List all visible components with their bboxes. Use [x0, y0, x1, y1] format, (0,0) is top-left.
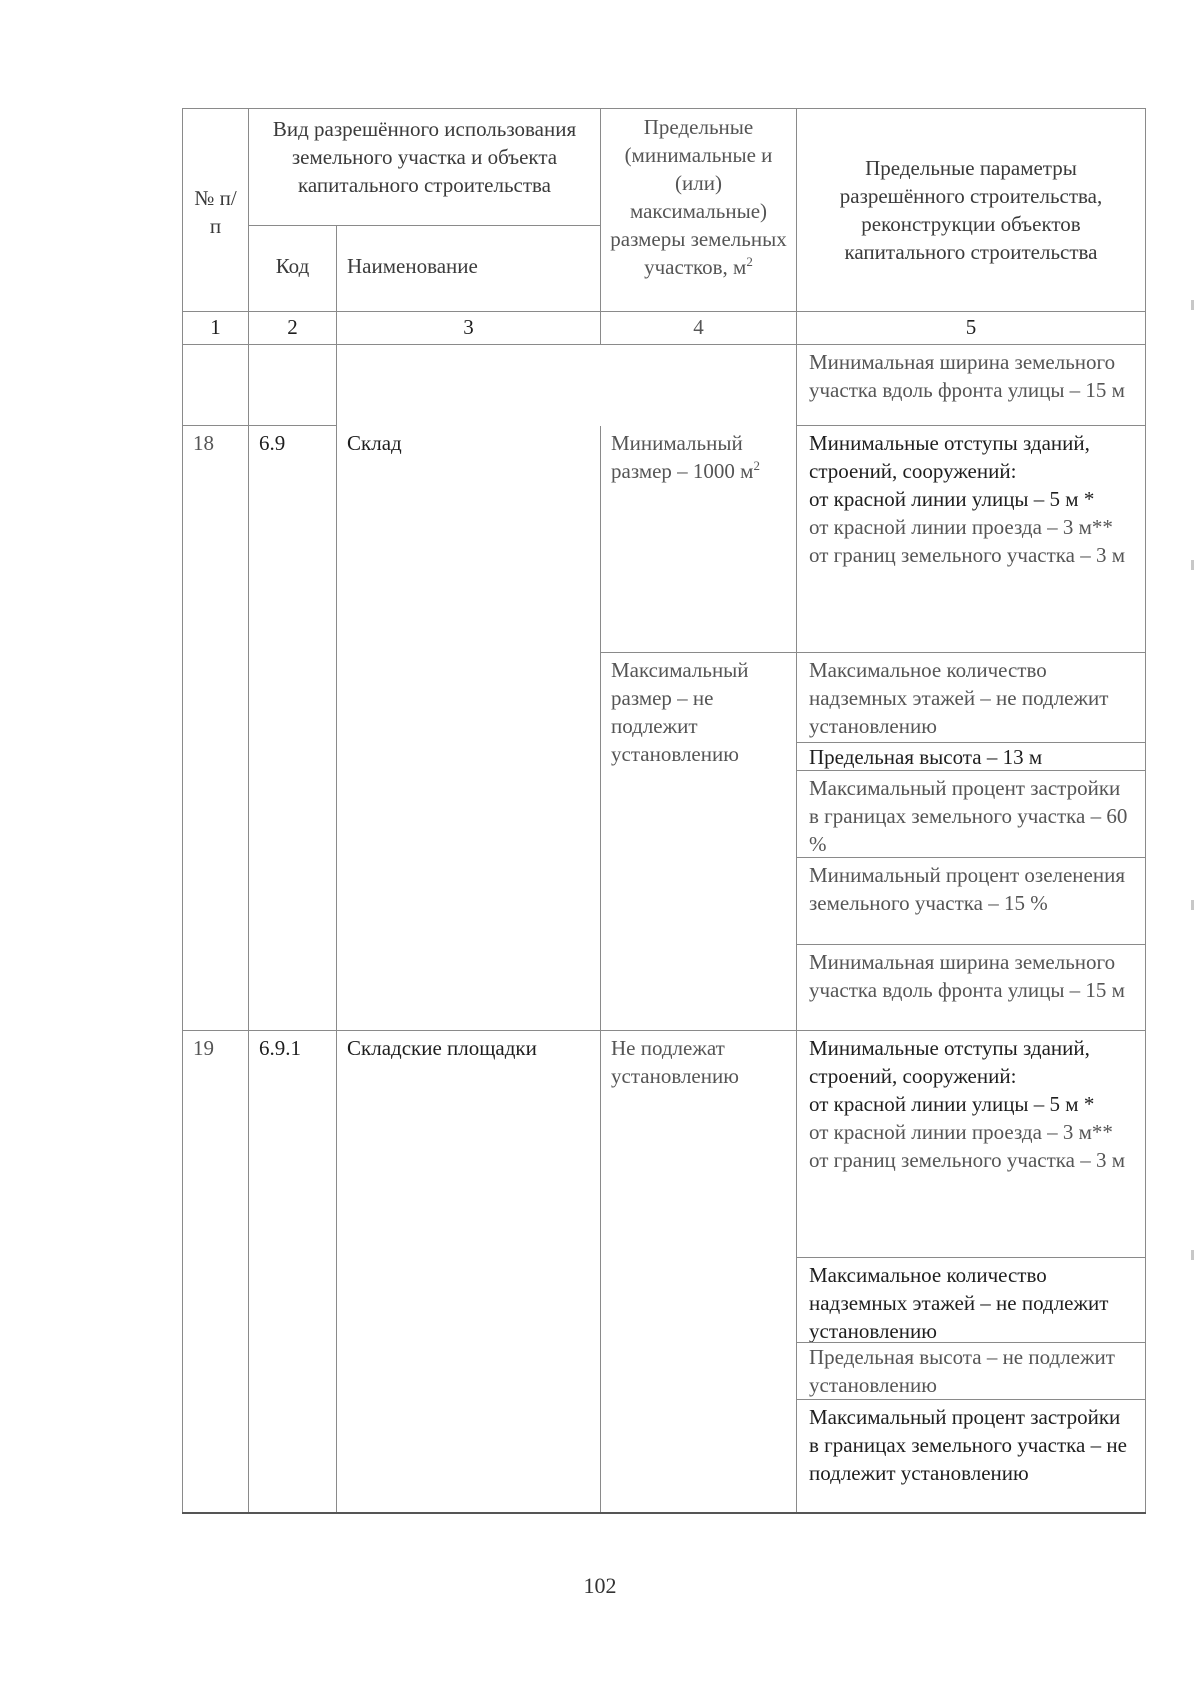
row19-size: Не подлежат установлению — [600, 1031, 796, 1512]
header-code: Код — [248, 226, 336, 312]
header-number-text: № п/п — [194, 185, 237, 238]
header-sizes-text: Предельные (минимальные и (или) максимальные) размеры земельных участков, м — [610, 115, 787, 279]
colnum-5: 5 — [796, 312, 1146, 345]
zoning-table — [182, 108, 1146, 1514]
row18-param-coverage: Максимальный процент застройки в границах земельного участка – 60 % — [796, 771, 1146, 858]
cont-num — [182, 345, 248, 426]
colnum-4: 4 — [600, 312, 796, 345]
header-sizes-sup: 2 — [746, 254, 753, 269]
page-number: 102 — [583, 1573, 617, 1598]
row19-param-coverage: Максимальный процент застройки в границах земельного участка – не подлежит установлению — [796, 1400, 1146, 1512]
row18-number: 18 — [182, 426, 248, 1031]
cont-code — [248, 345, 336, 426]
scan-edge-mark — [1191, 300, 1194, 310]
row18-param-setback-passage: от красной линии проезда – 3 м** — [809, 515, 1113, 539]
row18-size-min — [600, 426, 796, 653]
scan-edge-mark — [1191, 560, 1194, 570]
colnum-2: 2 — [248, 312, 336, 345]
row18-param-width: Минимальная ширина земельного участка вдоль фронта улицы – 15 м — [796, 945, 1146, 1031]
row18-name: Склад — [336, 426, 600, 1031]
row18-param-floors: Максимальное количество надземных этажей – не подлежит установлению — [796, 653, 1146, 743]
row19-param-height: Предельная высота – не подлежит установлению — [796, 1343, 1146, 1400]
header-name: Наименование — [336, 226, 600, 312]
row19-param-setback-street: от красной линии улицы – 5 м * — [809, 1092, 1095, 1116]
colnum-1: 1 — [182, 312, 248, 345]
row18-size-max: Максимальный размер – не подлежит установлению — [600, 653, 796, 1031]
scan-edge-mark — [1191, 1250, 1194, 1260]
scan-edge-mark — [1191, 900, 1194, 910]
header-params — [796, 109, 1146, 312]
row19-param-setback-passage: от красной линии проезда – 3 м** — [809, 1120, 1113, 1144]
row18-param-height: Предельная высота – 13 м — [796, 743, 1146, 771]
row19-param-setbacks — [796, 1031, 1146, 1258]
cont-name-size — [336, 345, 796, 426]
header-sizes — [600, 109, 796, 312]
row19-name: Складские площадки — [336, 1031, 600, 1512]
colnum-3: 3 — [336, 312, 600, 345]
cont-param: Минимальная ширина земельного участка вдоль фронта улицы – 15 м — [796, 345, 1146, 426]
row19-param-setbacks-title: Минимальные отступы зданий, строений, сооружений: — [809, 1036, 1090, 1088]
row18-param-setback-street: от красной линии улицы – 5 м * — [809, 487, 1095, 511]
header-params-text: Предельные параметры разрешённого строительства, реконструкции объектов капитального строительства — [839, 156, 1103, 264]
header-number — [182, 109, 248, 312]
row19-number: 19 — [182, 1031, 248, 1512]
row19-param-setback-boundary: от границ земельного участка – 3 м — [809, 1148, 1126, 1172]
row18-param-setback-boundary: от границ земельного участка – 3 м — [809, 543, 1126, 567]
row18-param-setbacks — [796, 426, 1146, 653]
row18-param-setbacks-title: Минимальные отступы зданий, строений, сооружений: — [809, 431, 1090, 483]
row18-code: 6.9 — [248, 426, 336, 1031]
header-group-title: Вид разрешённого использования земельного участка и объекта капитального строительства — [248, 109, 600, 226]
row19-param-floors: Максимальное количество надземных этажей – не подлежит установлению — [796, 1258, 1146, 1343]
row18-size-min-text: Минимальный размер – 1000 м — [611, 431, 754, 483]
row18-size-min-sup: 2 — [753, 458, 760, 473]
row19-code: 6.9.1 — [248, 1031, 336, 1512]
row18-param-greenery: Минимальный процент озеленения земельного участка – 15 % — [796, 858, 1146, 945]
